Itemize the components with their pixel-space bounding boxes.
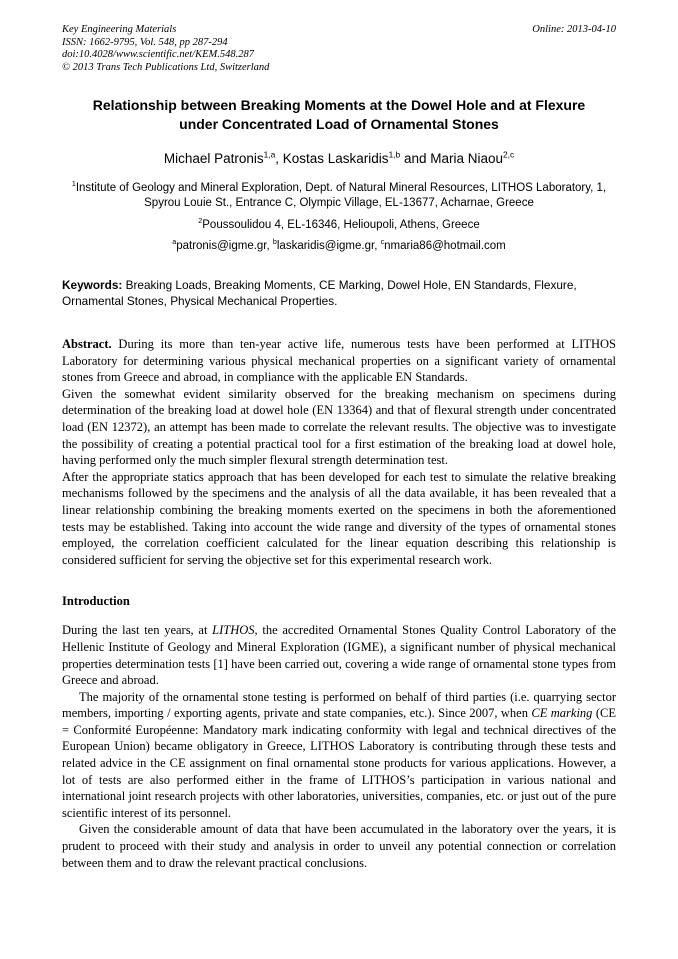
author-emails [62,240,616,252]
affiliation-1-sup: 1 [71,180,76,189]
journal-header [62,24,616,74]
affiliation-1-text: Institute of Geology and Mineral Exploration, Dept. of Natural Mineral Resources, LITHOS Laboratory, 1, Spyrou Louie St., Entrance C, Olympic Village, EL-13677, Acharnae, Greece [75,182,607,209]
keywords-label: Keywords: [62,278,123,292]
authors-line [62,151,616,166]
author-3-sup: 2,c [503,149,515,160]
email-b-sup: b [272,238,277,247]
abstract-paragraph-3: After the appropriate statics approach that has been developed for each test to simulate the relative breaking mechanisms followed by the specimens and the analysis of all the data available, it has been revealed that a linear relationship combining the breaking moments exerted on the specimens in both the aforementioned tests may be established. Taking into account the wide range and diversity of the types of ornamental stones employed, the correlation coefficient calculated for the linear equation describing this relationship is considered sufficient for serving the objective set for this experimental research work. [62,469,616,567]
keywords-block [62,278,616,309]
journal-copyright: © 2013 Trans Tech Publications Ltd, Switzerland [62,61,270,73]
author-1: Michael Patronis [163,151,264,166]
intro-p2-seg2: (CE = Conformité Européenne: Mandatory mark indicating conformity with legal and technical directives of the European Union) became obligatory in Greece, LITHOS Laboratory is contributing through these tests and related advice in the CE assignment on final ornamental stone products for various applications. However, a lot of tests are also performed either in the frame of LITHOS’s participation in various national and international joint research projects with other laboratories, universities, companies, etc. or just out of the pure scientific interest of its personnel. [62,706,616,820]
author-1-sup: 1,a [263,149,276,160]
intro-p2-ce-marking: CE marking [531,706,593,721]
email-c-sup: c [380,238,385,247]
journal-online-date: Online: 2013-04-10 [532,24,616,35]
abstract-p1-text: During its more than ten-year active life, numerous tests have been performed at LITHOS Laboratory for determining various physical mechanical properties on a significant variety of ornamental stones from Greece and abroad, in compliance with the applicable EN Standards. [62,337,616,385]
journal-doi: doi:10.4028/www.scientific.net/KEM.548.287 [62,49,254,60]
affiliation-1 [62,181,616,211]
affiliation-2-text: Poussoulidou 4, EL-16346, Helioupoli, Athens, Greece [202,219,480,231]
intro-p1-lithos: LITHOS [212,623,255,638]
introduction-paragraph-1 [62,622,616,688]
intro-p1-seg2: , the accredited Ornamental Stones Quality Control Laboratory of the Hellenic Institute of Geology and Mineral Exploration (IGME), a significant number of physical mechanical properties determination tests [1] have been carried out, covering a wide range of ornamental stone types from Greece and abroad. [62,623,616,688]
introduction-paragraph-3: Given the considerable amount of data that have been accumulated in the laboratory over the years, it is prudent to proceed with their study and analysis in order to unveil any potential connection or correlation between them and to draw the relevant practical conclusions. [62,822,616,870]
email-c: nmaria86@hotmail.com [384,240,506,252]
author-2-sup: 1,b [388,149,401,160]
author-3: and Maria Niaou [400,151,503,166]
email-a-sup: a [172,238,177,247]
affiliation-2 [62,219,616,231]
abstract-block [62,336,616,568]
journal-name: Key Engineering Materials [62,24,177,35]
email-a: patronis@igme.gr, [176,240,273,252]
abstract-paragraph-1 [62,336,616,386]
intro-p1-seg1: During the last ten years, at [62,623,213,638]
paper-title: Relationship between Breaking Moments at the Dowel Hole and at Flexure under Concentrated Load of Ornamental Stones [92,97,586,132]
introduction-heading: Introduction [62,594,130,609]
email-b: laskaridis@igme.gr, [276,240,381,252]
abstract-label: Abstract. [62,337,112,351]
journal-header-left [62,24,269,74]
journal-issn: ISSN: 1662-9795, Vol. 548, pp 287-294 [62,36,228,48]
author-2: , Kostas Laskaridis [275,151,389,166]
intro-p2-seg1: The majority of the ornamental stone testing is performed on behalf of third parties (i.e. quarrying sector members, importing / exporting agents, private and state companies, etc.). Since 2007, when [62,689,616,721]
abstract-paragraph-2: Given the somewhat evident similarity observed for the breaking mechanism on specimens during determination of the breaking load at dowel hole (EN 13364) and that of flexural strength under concentrated load (EN 12372), an attempt has been made to correlate the relevant results. The objective was to investigate the possibility of creating a potential practical tool for a first estimation of the breaking load at dowel hole, having performed only the much simpler flexural strength determination test. [62,386,616,468]
keywords-text: Breaking Loads, Breaking Moments, CE Marking, Dowel Hole, EN Standards, Flexure, Ornamental Stones, Physical Mechanical Properties. [62,278,577,308]
affiliation-2-sup: 2 [198,217,203,226]
introduction-paragraph-2 [62,689,616,822]
